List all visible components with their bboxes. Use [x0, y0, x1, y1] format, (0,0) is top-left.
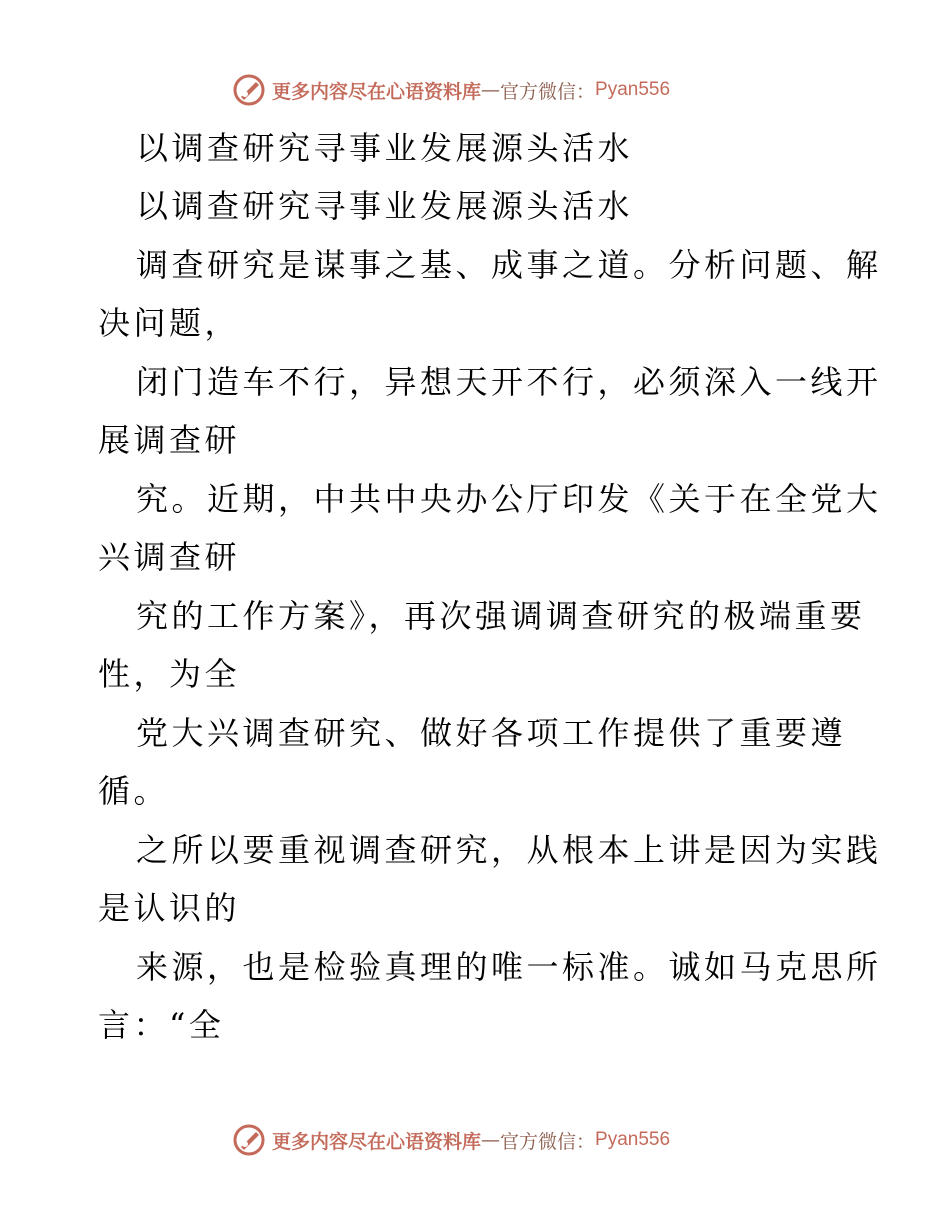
wechat-label: 官方微信： [500, 80, 596, 103]
brand-text: 更多内容尽在心语资料库 [272, 1130, 482, 1153]
paragraph-line: 兴调查研 [98, 538, 241, 576]
paragraph-line: 言：“全 [98, 1006, 225, 1044]
paragraph-line: 之所以要重视调查研究，从根本上讲是因为实践 [136, 831, 882, 869]
wechat-id: Pyan556 [595, 1129, 671, 1150]
paragraph-line: 是认识的 [98, 889, 241, 927]
brush-logo-icon [232, 73, 266, 107]
paragraph-line: 究的工作方案》，再次强调调查研究的极端重要 [136, 597, 866, 635]
brush-logo-icon [232, 1123, 266, 1157]
paragraph-line: 调查研究是谋事之基、成事之道。分析问题、解 [136, 246, 882, 284]
header-watermark [232, 72, 670, 108]
paragraph-line: 展调查研 [98, 421, 241, 459]
wechat-label: 官方微信： [500, 1130, 596, 1153]
paragraph-line: 性，为全 [98, 655, 241, 693]
separator: — [481, 1129, 501, 1151]
separator: — [481, 79, 501, 101]
paragraph-line: 党大兴调查研究、做好各项工作提供了重要遵 [136, 714, 847, 752]
paragraph-line: 来源，也是检验真理的唯一标准。诚如马克思所 [136, 948, 882, 986]
paragraph-line: 闭门造车不行，异想天开不行，必须深入一线开 [136, 363, 882, 401]
paragraph-line: 究。近期，中共中央办公厅印发《关于在全党大 [136, 480, 882, 518]
paragraph-line: 循。 [98, 772, 170, 810]
title-line: 以调查研究寻事业发展源头活水 [136, 187, 634, 225]
paragraph-line: 决问题， [98, 304, 241, 342]
footer-watermark [232, 1122, 670, 1158]
title-line: 以调查研究寻事业发展源头活水 [136, 129, 634, 167]
wechat-id: Pyan556 [595, 79, 671, 100]
brand-text: 更多内容尽在心语资料库 [272, 80, 482, 103]
